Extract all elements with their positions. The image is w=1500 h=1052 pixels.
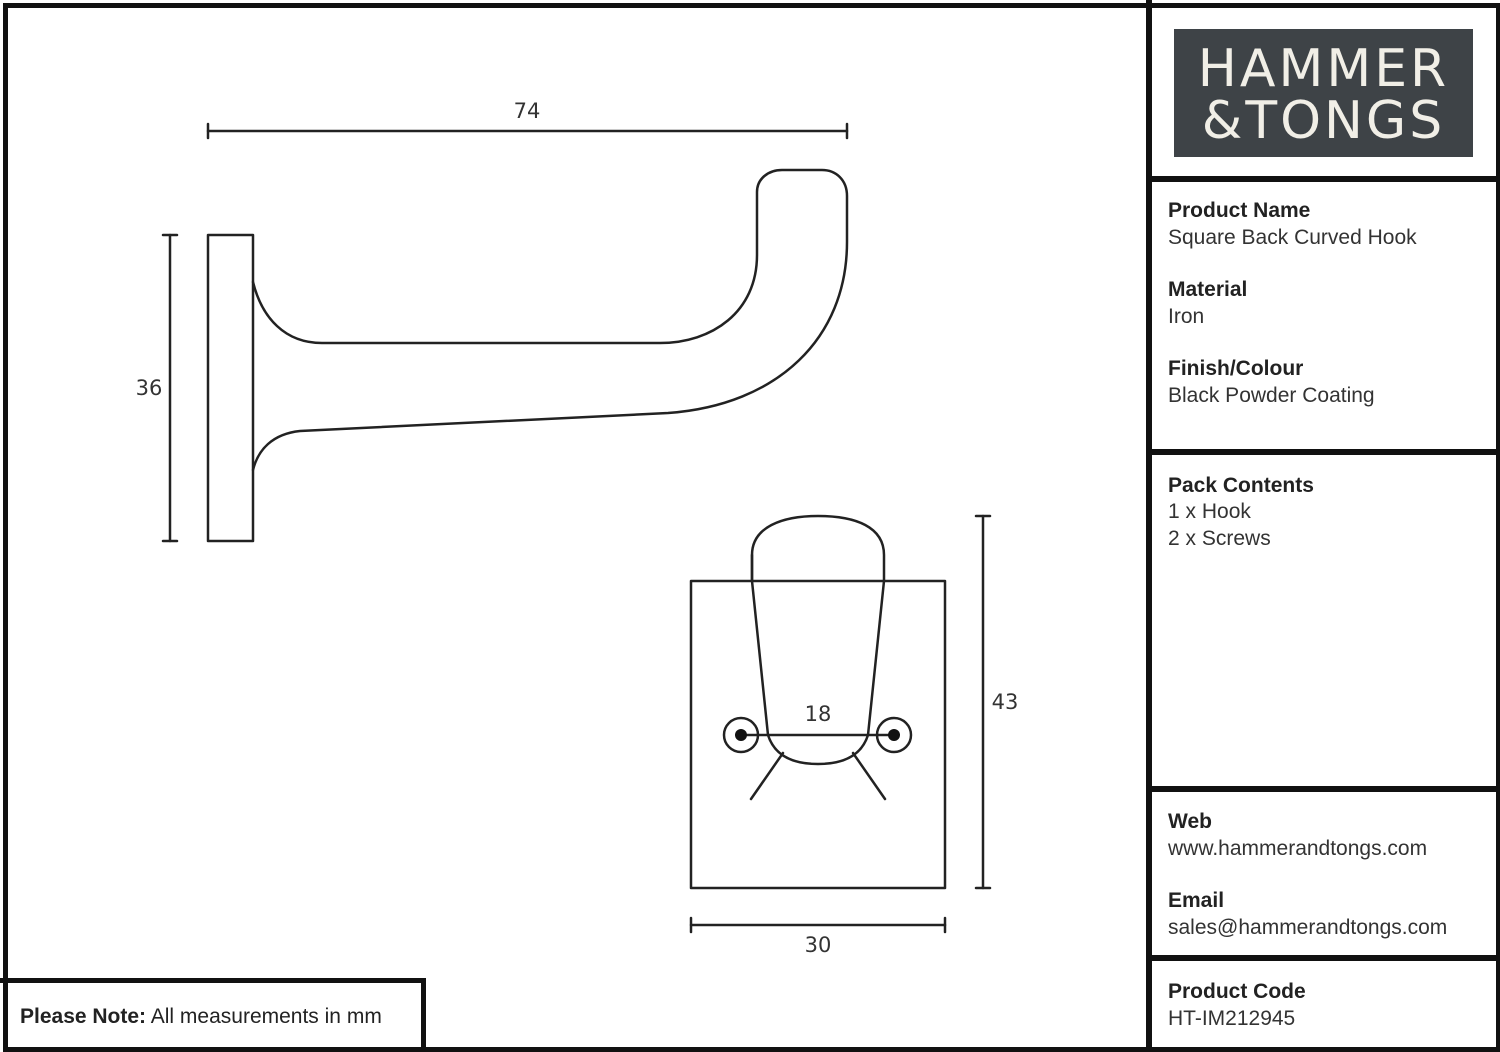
front-height-label: 43 <box>991 690 1019 714</box>
pack-contents-label: Pack Contents <box>1168 474 1314 497</box>
finish-value: Black Powder Coating <box>1168 384 1375 407</box>
panel-divider-pack <box>1146 786 1500 792</box>
front-width-label: 30 <box>804 933 832 957</box>
screw-hole-left <box>735 729 747 741</box>
side-length-label: 74 <box>513 99 541 123</box>
front-flare-right <box>853 753 885 799</box>
front-height-dimension <box>976 516 990 888</box>
product-code: HT-IM212945 <box>1168 1007 1296 1030</box>
pack-item: 1 x Hook <box>1168 500 1251 523</box>
panel-divider-contact <box>1146 955 1500 961</box>
material-label: Material <box>1168 278 1248 301</box>
measurement-note <box>0 978 426 1051</box>
side-height-dimension <box>163 235 177 541</box>
front-width-dimension <box>691 918 945 932</box>
brand-logo <box>1174 29 1473 157</box>
email-link[interactable]: sales@hammerandtongs.com <box>1168 916 1448 939</box>
side-height-label: 36 <box>135 376 163 400</box>
pack-item: 2 x Screws <box>1168 527 1271 550</box>
side-back-plate <box>208 235 253 541</box>
note-label: Please Note: <box>20 1005 147 1028</box>
product-name-label: Product Name <box>1168 199 1311 222</box>
note-text: All measurements in mm <box>150 1005 382 1028</box>
screw-hole-right <box>888 729 900 741</box>
product-code-label: Product Code <box>1168 980 1306 1003</box>
side-length-dimension <box>208 124 847 138</box>
hole-spacing-label: 18 <box>804 702 832 726</box>
material-value: Iron <box>1168 305 1205 328</box>
brand-logo-line2: &TONGS <box>1201 91 1446 151</box>
product-name: Square Back Curved Hook <box>1168 226 1417 249</box>
panel-divider-vertical <box>1146 0 1152 1051</box>
web-label: Web <box>1168 810 1212 833</box>
front-flare-left <box>751 753 783 799</box>
email-label: Email <box>1168 889 1225 912</box>
panel-divider-details <box>1146 449 1500 455</box>
side-hook-profile <box>253 170 847 470</box>
web-link[interactable]: www.hammerandtongs.com <box>1168 837 1428 860</box>
front-hook-end <box>752 516 884 764</box>
panel-divider-logo <box>1146 176 1500 182</box>
brand-logo-line1: HAMMER <box>1197 39 1450 99</box>
finish-label: Finish/Colour <box>1168 357 1304 380</box>
